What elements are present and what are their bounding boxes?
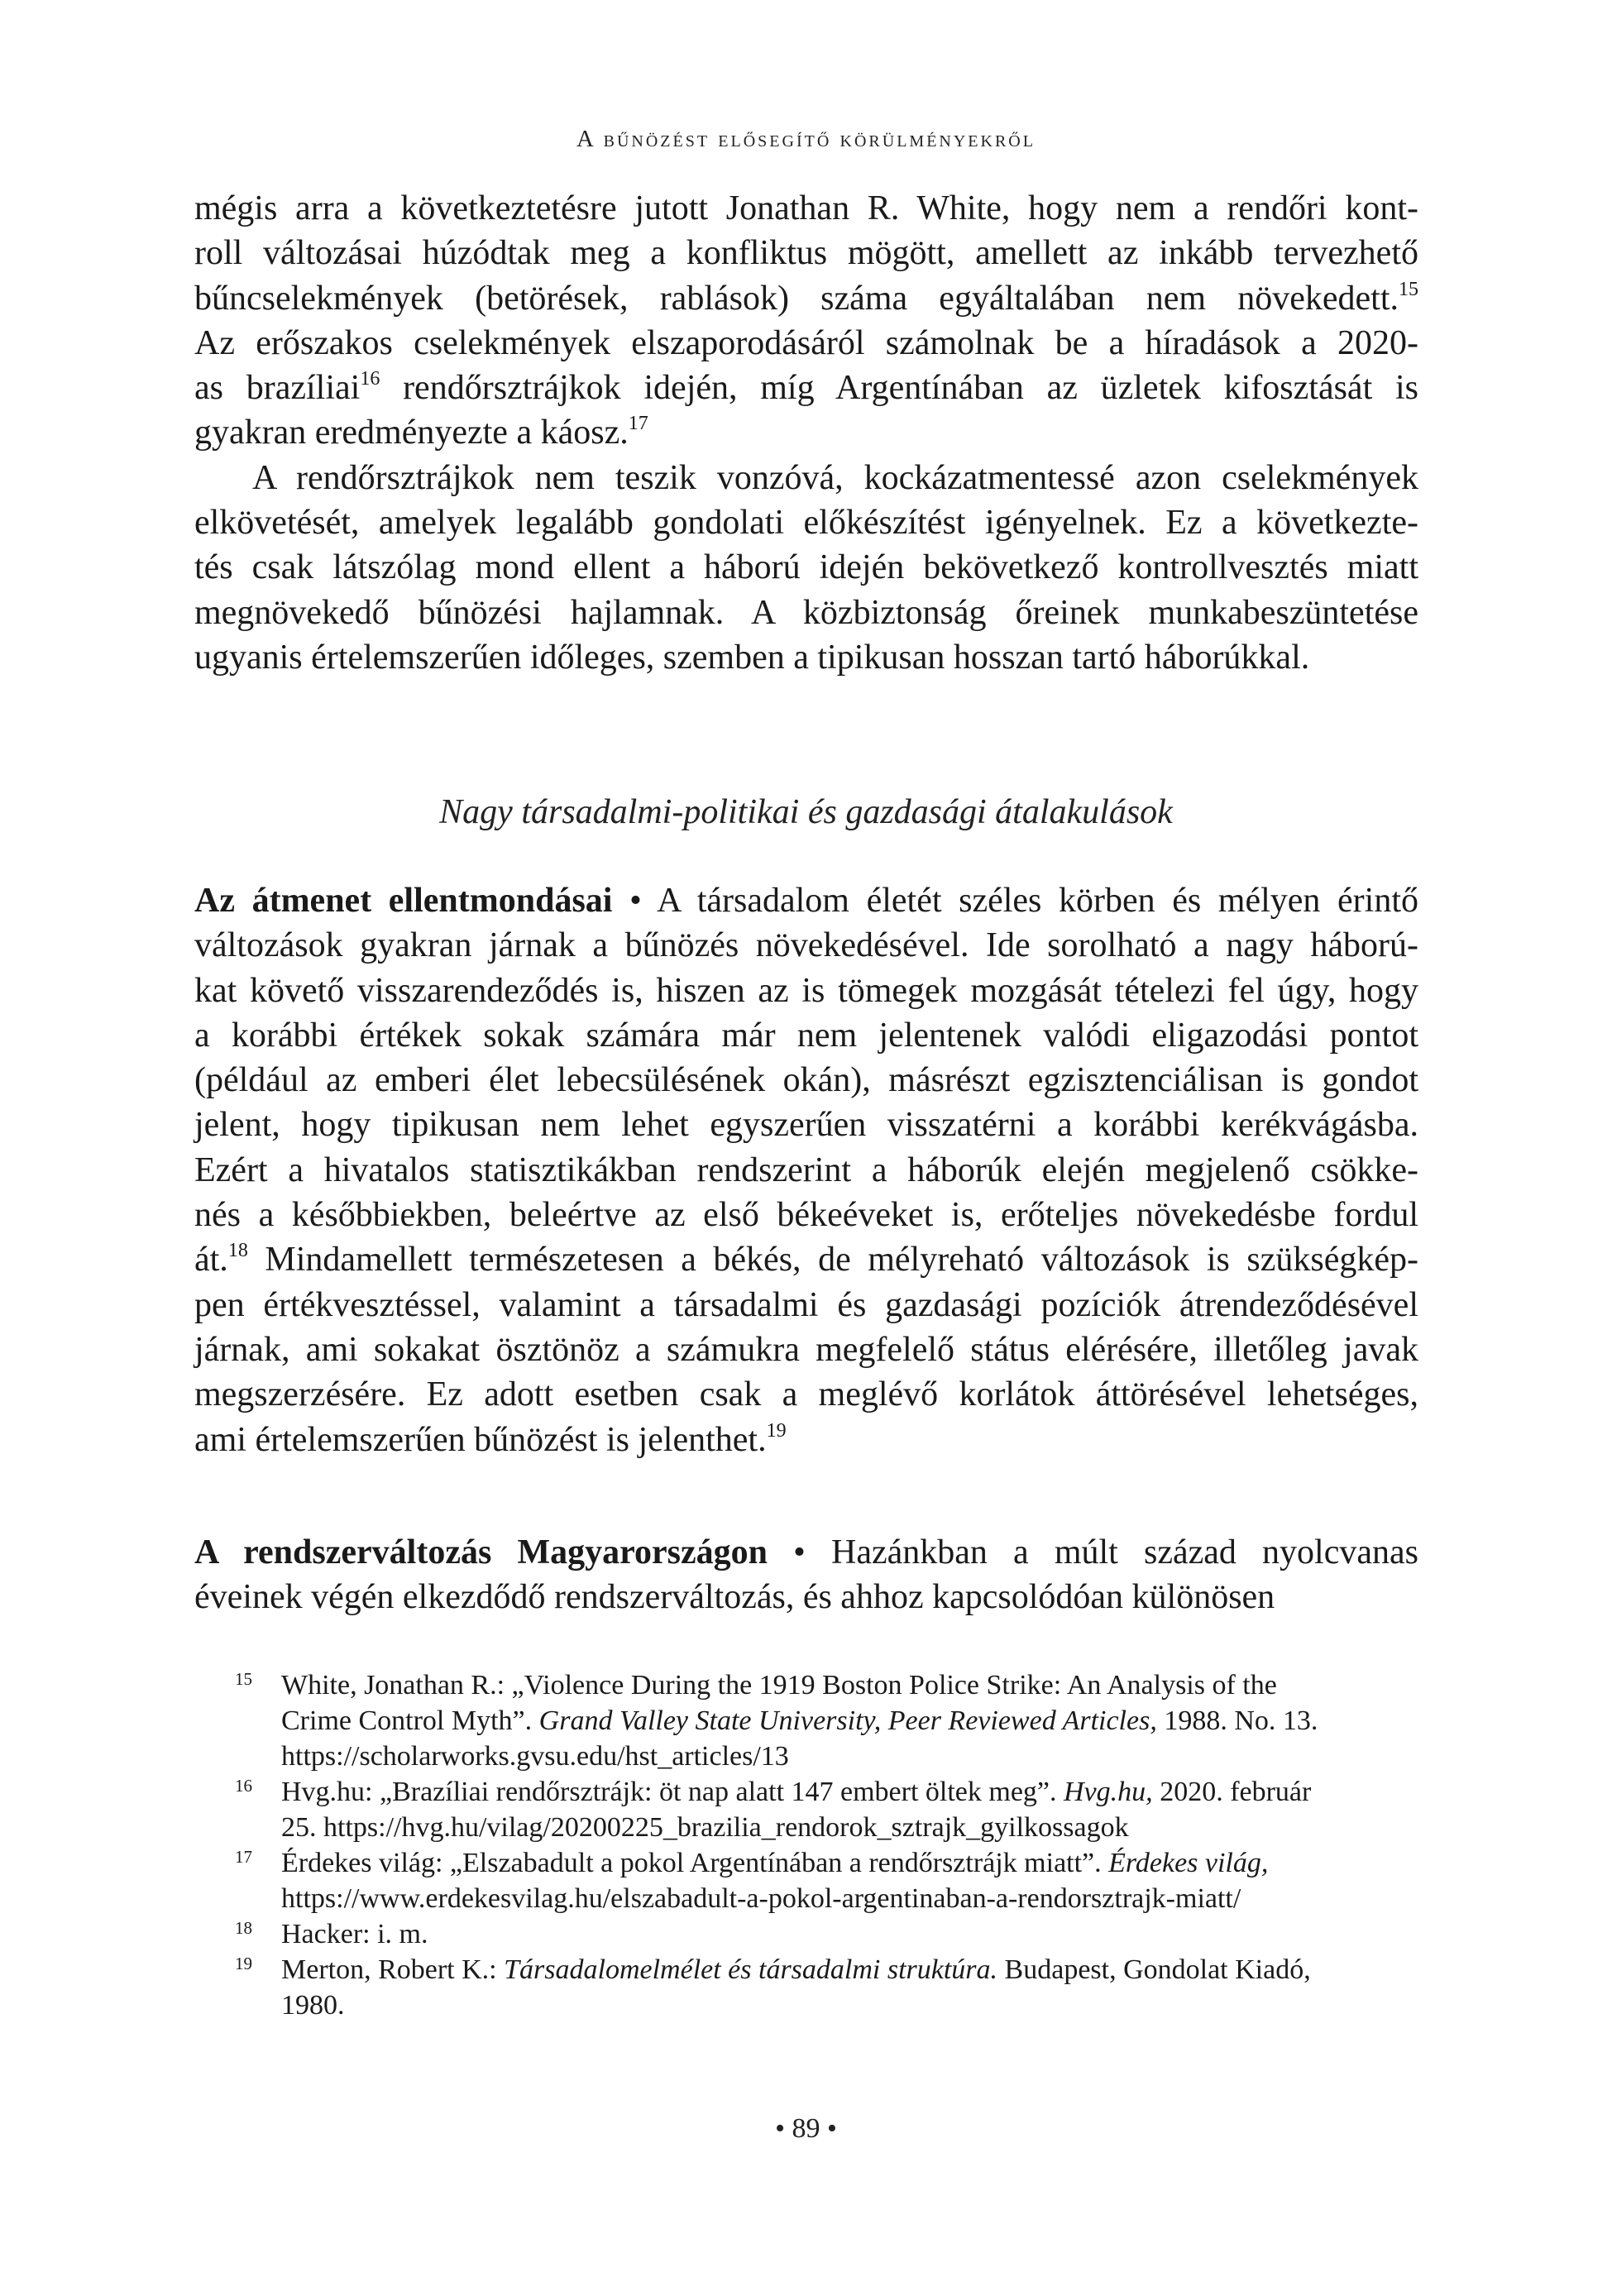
bullet-icon: • (629, 882, 642, 920)
text-line: járnak, ami sokakat ösztönöz a számukra megfelelő státus elérésére, illetőleg javak (194, 1330, 1418, 1369)
footnote-link[interactable]: https://scholarworks.gvsu.edu/hst_articles/13 (281, 1741, 789, 1772)
footnote-16 (235, 1774, 1418, 1845)
running-head: A bűnözést elősegítő körülményekről (576, 126, 1036, 152)
text-line: (például az emberi élet lebecsülésének okán), másrészt egzisztenciálisan is gondot (194, 1061, 1418, 1100)
page-number: • 89 • (775, 2113, 837, 2144)
footnote-18 (235, 1916, 1418, 1952)
footnote-line: Hvg.hu: „Brazíliai rendőrsztrájk: öt nap alatt 147 embert öltek meg”. Hvg.hu, 2020. február (281, 1777, 1312, 1807)
text-line: bűncselekmények (betörések, rablások) száma egyáltalában nem növekedett.$^{15}$ (194, 278, 1418, 318)
footnote-link[interactable]: 25. https://hvg.hu/vilag/20200225_brazilia_rendorok_sztrajk_gyilkossagok (281, 1812, 1129, 1843)
text-line: kat követő visszarendeződés is, hiszen az is tömegek mozgását tételezi fel úgy, hogy (194, 971, 1418, 1010)
text-line: éveinek végén elkezdődő rendszerváltozás, és ahhoz kapcsolódóan különösen (194, 1578, 1275, 1617)
text-line: elkövetését, amelyek legalább gondolati előkészítést igényelnek. Ez a következte- (194, 504, 1418, 543)
footnote-line: Hacker: i. m. (281, 1919, 428, 1949)
footnotes (235, 1667, 1418, 2023)
footnote-ref-18[interactable]: 18 (227, 1240, 248, 1262)
text-line: nés a későbbiekben, beleértve az első békeéveket is, erőteljes növekedésbe fordul (194, 1196, 1418, 1235)
text-line: pen értékvesztéssel, valamint a társadalmi és gazdasági pozíciók átrendeződésével (194, 1285, 1418, 1324)
bullet-icon: • (793, 1533, 806, 1571)
footnote-line: White, Jonathan R.: „Violence During the 1919 Boston Police Strike: An Analysis of the (281, 1670, 1277, 1700)
text-line: Az átmenet ellentmondásai • A társadalom életét széles körben és mélyen érintő (194, 882, 1419, 920)
text-line: A rendőrsztrájkok nem teszik vonzóvá, kockázatmentessé azon cselekmények (252, 458, 1418, 497)
footnote-line: Crime Control Myth”. Grand Valley State University, Peer Reviewed Articles, 1988. No. 13. (281, 1705, 1318, 1736)
footnote-ref-17[interactable]: 17 (628, 413, 648, 435)
text-line: roll változásai húzódtak meg a konfliktus mögött, amellett az inkább tervezhető (194, 234, 1418, 273)
text-line: gyakran eredményezte a káosz.$^{17}$ (194, 413, 648, 452)
text-line: megszerzésére. Ez adott esetben csak a meglévő korlátok áttörésével lehetséges, (194, 1375, 1418, 1414)
footnote-19 (235, 1952, 1418, 2023)
text-line: ami értelemszerűen bűnözést is jelenthet.$^{19}$ (194, 1419, 787, 1459)
paragraph-white-conclusion (194, 186, 1418, 680)
text-line: as brazíliai$^{16}$ rendőrsztrájkok idején, míg Argentínában az üzletek kifosztását is (194, 368, 1418, 408)
footnote-17 (235, 1845, 1418, 1916)
runin-heading: A rendszerváltozás Magyarországon (194, 1533, 768, 1571)
text-line: megnövekedő bűnözési hajlamnak. A közbiztonság őreinek munkabeszüntetése (194, 593, 1418, 632)
footnote-ref-19[interactable]: 19 (766, 1419, 787, 1442)
footnote-number: 19 (235, 1954, 252, 1973)
footnote-line: Érdekes világ: „Elszabadult a pokol Argentínában a rendőrsztrájk miatt”. Érdekes világ, (281, 1848, 1269, 1878)
text-line: át.$^{18}$ Mindamellett természetesen a békés, de mélyreható változások is szükségkép- (194, 1240, 1418, 1280)
text-line: Ezért a hivatalos statisztikákban rendszerint a háborúk elején megjelenő csökke- (194, 1150, 1418, 1189)
text-line: A rendszerváltozás Magyarországon • Hazánkban a múlt század nyolcvanas (194, 1533, 1418, 1571)
text-line: Az erőszakos cselekmények elszaporodásáról számolnak be a híradások a 2020- (194, 323, 1418, 362)
footnote-number: 16 (235, 1776, 252, 1796)
footnote-number: 15 (235, 1669, 252, 1689)
section-heading: Nagy társadalmi-politikai és gazdasági átalakulások (439, 793, 1173, 831)
text-line: mégis arra a következtetésre jutott Jonathan R. White, hogy nem a rendőri kont- (194, 189, 1418, 227)
text-line: ugyanis értelemszerűen időleges, szemben a tipikusan hosszan tartó háborúkkal. (194, 638, 1310, 677)
footnote-line: Merton, Robert K.: Társadalomelmélet és társadalmi struktúra. Budapest, Gondolat Kiadó, (281, 1954, 1311, 1985)
footnote-link[interactable]: https://www.erdekesvilag.hu/elszabadult-a-pokol-argentinaban-a-rendorsztrajk-miatt/ (281, 1883, 1241, 1914)
text-line: tés csak látszólag mond ellent a háború idején bekövetkező kontrollvesztés miatt (194, 548, 1418, 587)
footnote-ref-15[interactable]: 15 (1399, 278, 1418, 300)
footnote-number: 17 (235, 1847, 252, 1867)
runin-heading: Az átmenet ellentmondásai (194, 882, 613, 920)
text-line: változások gyakran járnak a bűnözés növekedésével. Ide sorolható a nagy háború- (194, 926, 1418, 965)
text-line: a korábbi értékek sokak számára már nem jelentenek valódi eligazodási pontot (194, 1016, 1418, 1055)
paragraph-regime-change (194, 1530, 1418, 1620)
text-line: jelent, hogy tipikusan nem lehet egyszerűen visszatérni a korábbi kerékvágásba. (194, 1106, 1418, 1145)
footnote-number: 18 (235, 1918, 252, 1938)
paragraph-transition (194, 878, 1418, 1462)
footnote-line: 1980. (281, 1990, 345, 2021)
footnote-ref-16[interactable]: 16 (360, 368, 380, 390)
footnote-15 (235, 1667, 1418, 1774)
